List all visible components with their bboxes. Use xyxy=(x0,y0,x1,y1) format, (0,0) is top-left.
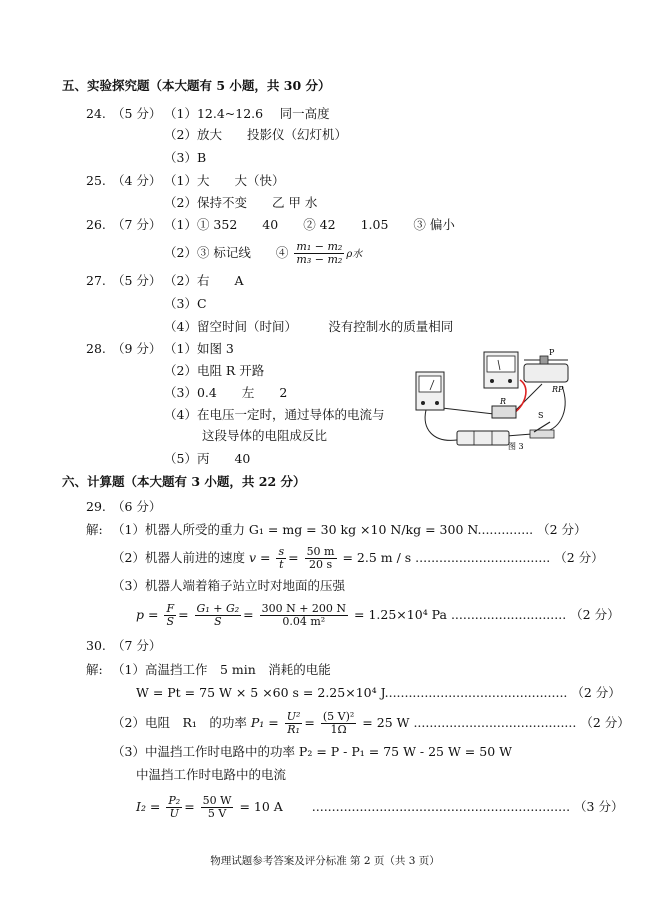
q26-answer-1: （1）① 352 40 ② 42 1.05 ③ 偏小 xyxy=(164,217,455,232)
q29-line-2-text: （2）机器人前进的速度 xyxy=(112,550,245,565)
q27-number: 27. xyxy=(86,273,106,288)
fraction-numerator: (5 V)² xyxy=(322,710,355,723)
q30-line-1: （1）高温挡工作 5 min 消耗的电能 xyxy=(112,662,331,677)
q25-number: 25. xyxy=(86,173,106,188)
q30-number: 30. xyxy=(86,638,106,653)
fraction-denominator: m₃ − m₂ xyxy=(296,253,343,266)
q27-answer-2: （3）C xyxy=(164,296,207,311)
q26-score: （7 分） xyxy=(112,217,162,232)
current-symbol: I₂ = xyxy=(136,799,161,814)
resistor-icon xyxy=(492,406,516,418)
fraction-values xyxy=(260,603,348,628)
q24-score: （5 分） xyxy=(112,106,162,121)
switch-label: S xyxy=(538,411,544,420)
q27-answer-1: （2）右 A xyxy=(164,273,244,288)
q29-line-3: （3）机器人端着箱子站立时对地面的压强 xyxy=(112,578,345,593)
q29-line-2-result: = 2.5 m / s .................................. （2 分） xyxy=(342,550,604,565)
fraction-denominator: t xyxy=(279,558,284,571)
fraction-numerator: P₂ xyxy=(168,794,181,807)
q28-number: 28. xyxy=(86,341,106,356)
fraction-s-t xyxy=(276,546,286,571)
fraction-P-U xyxy=(166,795,182,820)
q24-answer-1: （1）12.4~12.6 同一高度 xyxy=(164,106,330,121)
fraction-denominator: U xyxy=(169,807,179,820)
q27-score: （5 分） xyxy=(112,273,162,288)
figure-caption: 图 3 xyxy=(508,442,524,451)
q29-number: 29. xyxy=(86,499,106,514)
fraction-numerator: F xyxy=(166,602,175,615)
fraction-denominator: 1Ω xyxy=(330,723,347,736)
q28-answer-1: （1）如图 3 xyxy=(164,341,234,356)
fraction-numerator: 300 N + 200 N xyxy=(261,602,347,615)
q30-line-6: I₂ = $\frac{\text{P₂}}{U}$ = $\frac{50 W}{5 V}$ = 10 A ................................................................. （3 分） xyxy=(136,794,624,820)
q30-jie: 解: xyxy=(86,662,103,677)
q28-answer-4b: 这段导体的电阻成反比 xyxy=(202,428,328,443)
section5-heading: 五、实验探究题（本大题有 5 小题，共 30 分） xyxy=(62,78,331,93)
q26-answer-2-text: （2）③ 标记线 ④ xyxy=(164,245,289,260)
q29-score: （6 分） xyxy=(112,499,162,514)
fraction-denominator: S xyxy=(166,615,175,628)
q28-answer-3: （3）0.4 左 2 xyxy=(164,385,288,400)
q30-score: （7 分） xyxy=(112,638,162,653)
q25-answer-1: （1）大 大（快） xyxy=(164,173,285,188)
rheostat-icon xyxy=(524,356,568,382)
page-footer: 物理试题参考答案及评分标准 第 2 页（共 3 页） xyxy=(210,855,440,867)
fraction-numerator: 50 m xyxy=(306,545,335,558)
resistor-label: R xyxy=(499,397,507,406)
q24-answer-3: （3）B xyxy=(164,150,207,165)
rheostat-label: RP xyxy=(552,385,564,394)
q26-answer-2 xyxy=(164,241,362,266)
fraction-denominator: 0.04 m² xyxy=(282,615,326,628)
q30-line-6-result: = 10 A ................................................................. （3 分） xyxy=(239,799,624,814)
q29-line-1: （1）机器人所受的重力 G₁ = mg = 30 kg ×10 N/kg = 300 N.............. （2 分） xyxy=(112,522,587,537)
section6-heading: 六、计算题（本大题有 3 小题，共 22 分） xyxy=(62,474,306,489)
q25-score: （4 分） xyxy=(112,173,162,188)
fraction-denominator: 20 s xyxy=(308,558,333,571)
ammeter-icon xyxy=(484,352,518,388)
fraction-numerator: U² xyxy=(286,710,301,723)
fraction-numerator: m₁ − m₂ xyxy=(296,240,343,253)
rho-water: ρ水 xyxy=(346,249,363,260)
q24-answer-2: （2）放大 投影仪（幻灯机） xyxy=(164,127,347,142)
q26-number: 26. xyxy=(86,217,106,232)
q29-jie: 解: xyxy=(86,522,103,537)
q28-answer-5: （5）丙 40 xyxy=(164,451,251,466)
fraction-values xyxy=(201,795,234,820)
pressure-symbol: p = xyxy=(136,607,159,622)
q29-line-2: （2）机器人前进的速度 v = $\frac{s}{t}$ = $\frac{50 m}{20 s}$ = 2.5 m / s .................................. （2 分） xyxy=(112,545,604,571)
fraction-F-S xyxy=(164,603,176,628)
switch-icon xyxy=(530,422,554,438)
q28-answer-4: （4）在电压一定时，通过导体的电流与 xyxy=(164,407,385,422)
q30-line-5: 中温挡工作时电路中的电流 xyxy=(136,767,287,782)
q30-line-3: （2）电阻 R₁ 的功率 P₁ = $\frac{\text{U²}}{\text{R₁}}$ = $\frac{\text{(5 V)²}}{1\Omega}$ = 25 W ......................................... （2 分） xyxy=(112,710,630,736)
fraction-denominator: S xyxy=(214,615,222,628)
q29-line-4-result: = 1.25×10⁴ Pa ............................. （2 分） xyxy=(354,607,620,622)
q30-line-3-text: （2）电阻 R₁ 的功率 xyxy=(112,715,247,730)
velocity-symbol: v = xyxy=(248,550,271,565)
voltmeter-icon xyxy=(416,372,444,410)
fraction-numerator: 50 W xyxy=(202,794,232,807)
q27-answer-3: （4）留空时间（时间） 没有控制水的质量相同 xyxy=(164,319,454,334)
fraction-G-S xyxy=(195,603,242,628)
q30-line-3-result: = 25 W ......................................... （2 分） xyxy=(362,715,630,730)
circuit-figure xyxy=(412,348,570,456)
q25-answer-2: （2）保持不变 乙 甲 水 xyxy=(164,195,318,210)
fraction-denominator: R₁ xyxy=(287,723,300,736)
battery-icon xyxy=(457,431,509,445)
fraction-U-R xyxy=(285,711,303,736)
fraction-values xyxy=(321,711,356,736)
fraction-denominator: 5 V xyxy=(207,807,227,820)
slider-label: P xyxy=(549,348,555,357)
q29-line-4: p = $\frac{F}{S}$ = $\frac{\text{G₁ + G₂}}{S}$ = $\frac{300 N + 200 N}{\text{0.04 m²}}$ = 1.25×10⁴ Pa ............................. （2 分） xyxy=(136,602,620,628)
q28-answer-2: （2）电阻 R 开路 xyxy=(164,363,265,378)
q30-line-4: （3）中温挡工作时电路中的功率 P₂ = P - P₁ = 75 W - 25 W = 50 W xyxy=(112,744,512,759)
fraction-numerator: s xyxy=(278,545,285,558)
q24-number: 24. xyxy=(86,106,106,121)
fraction-numerator: G₁ + G₂ xyxy=(196,602,240,615)
power-symbol: P₁ = xyxy=(250,715,279,730)
density-fraction xyxy=(294,241,344,266)
fraction-values xyxy=(305,546,337,571)
q30-line-2: W = Pt = 75 W × 5 ×60 s = 2.25×10⁴ J.............................................. （2 分） xyxy=(136,685,621,700)
q28-score: （9 分） xyxy=(112,341,162,356)
